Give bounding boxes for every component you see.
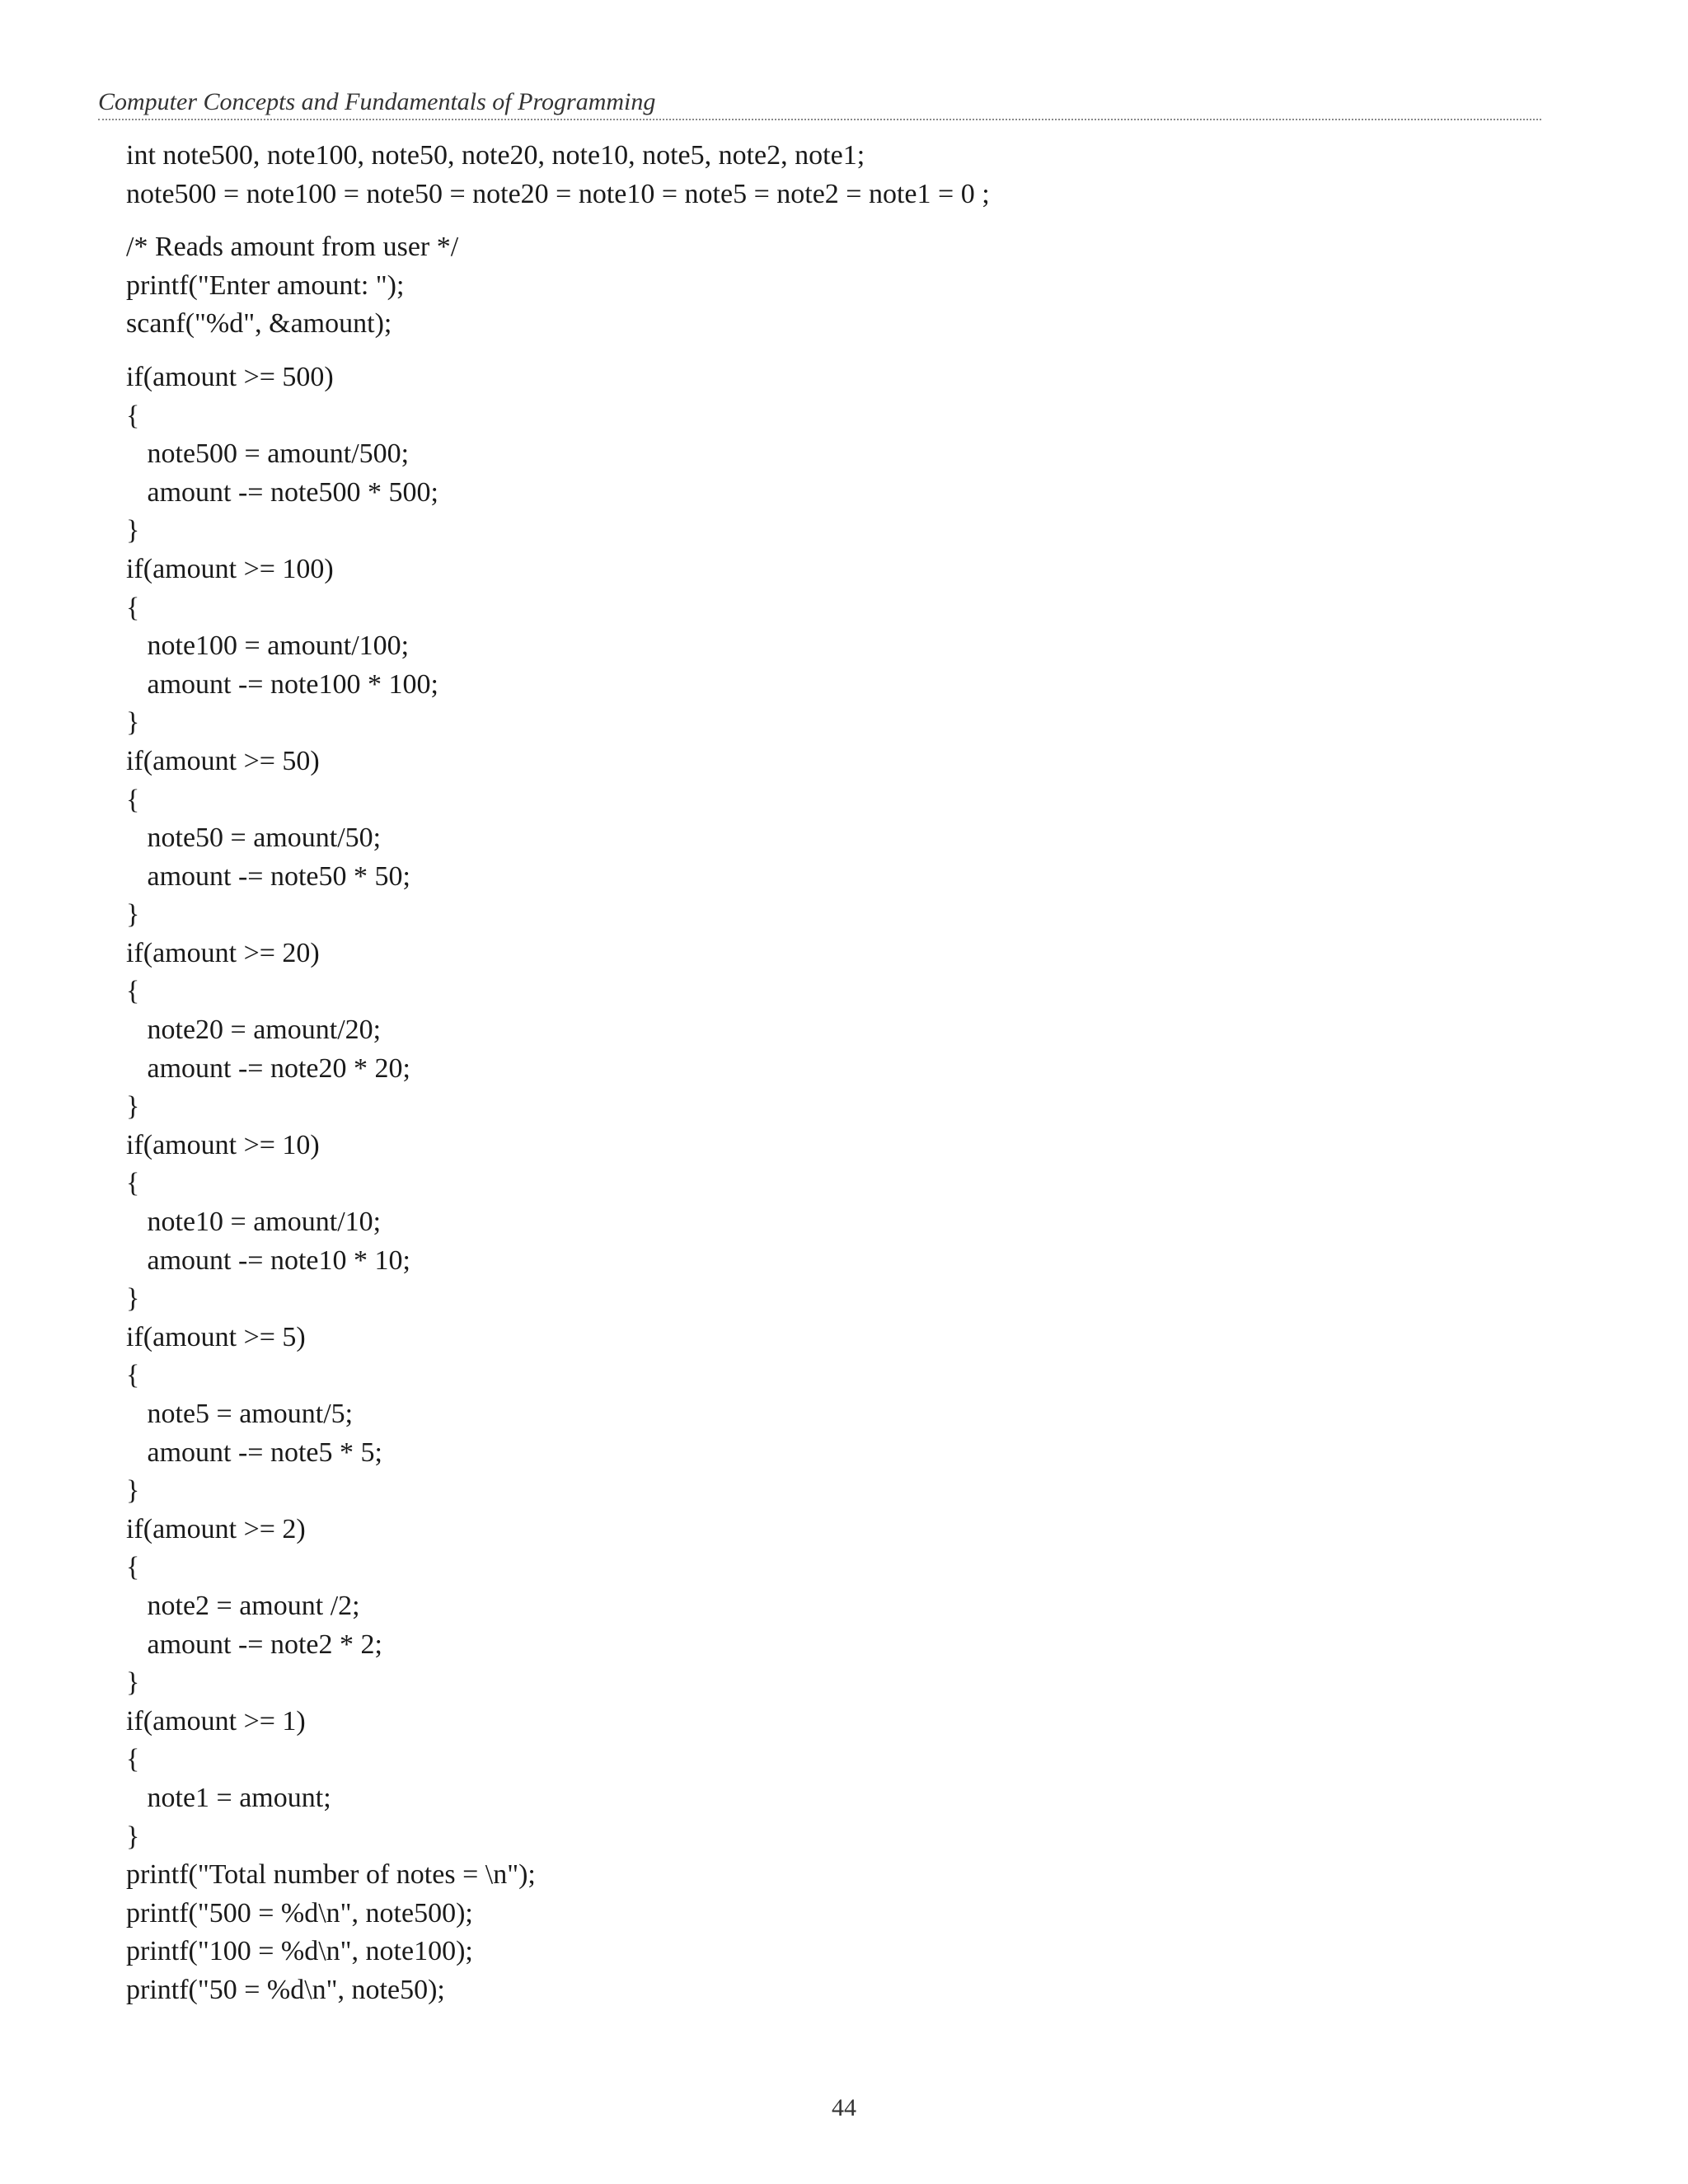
code-line: } bbox=[126, 1475, 140, 1507]
code-line: { bbox=[126, 400, 140, 431]
code-line: } bbox=[126, 1821, 140, 1852]
code-line: printf("500 = %d\n", note500); bbox=[126, 1897, 473, 1929]
code-line: amount -= note5 * 5; bbox=[126, 1436, 382, 1468]
code-line: note100 = amount/100; bbox=[126, 630, 410, 662]
code-line: note2 = amount /2; bbox=[126, 1590, 360, 1621]
code-line: note10 = amount/10; bbox=[126, 1207, 382, 1238]
code-line: printf("100 = %d\n", note100); bbox=[126, 1936, 473, 1967]
code-line: } bbox=[126, 1283, 140, 1315]
code-line: scanf("%d", &amount); bbox=[126, 308, 392, 340]
code-line: if(amount >= 2) bbox=[126, 1513, 306, 1544]
code-line: { bbox=[126, 784, 140, 815]
code-line: note20 = amount/20; bbox=[126, 1015, 382, 1046]
code-line: } bbox=[126, 1091, 140, 1122]
code-line: amount -= note20 * 20; bbox=[126, 1052, 410, 1084]
code-line: printf("Enter amount: "); bbox=[126, 269, 405, 301]
code-line: note1 = amount; bbox=[126, 1782, 331, 1813]
code-line: amount -= note2 * 2; bbox=[126, 1629, 382, 1660]
code-line: } bbox=[126, 899, 140, 930]
running-header bbox=[98, 82, 1541, 120]
code-line: note500 = amount/500; bbox=[126, 438, 410, 470]
code-line: amount -= note50 * 50; bbox=[126, 860, 410, 892]
code-line: if(amount >= 1) bbox=[126, 1705, 306, 1736]
code-line: note5 = amount/5; bbox=[126, 1399, 354, 1429]
code-line: { bbox=[126, 1552, 140, 1583]
code-line: if(amount >= 500) bbox=[126, 361, 334, 392]
header-title: Computer Concepts and Fundamentals of Programming bbox=[98, 88, 656, 115]
code-line: if(amount >= 50) bbox=[126, 745, 320, 776]
code-line: { bbox=[126, 592, 140, 623]
code-line: { bbox=[126, 1744, 140, 1775]
code-listing bbox=[126, 137, 1527, 2010]
code-line: } bbox=[126, 515, 140, 546]
code-line: note50 = amount/50; bbox=[126, 823, 382, 854]
code-line: amount -= note500 * 500; bbox=[126, 476, 438, 508]
code-line: /* Reads amount from user */ bbox=[126, 232, 459, 263]
code-line: amount -= note100 * 100; bbox=[126, 668, 438, 700]
code-line: { bbox=[126, 976, 140, 1007]
code-line: { bbox=[126, 1360, 140, 1391]
code-line: int note500, note100, note50, note20, note10, note5, note2, note1; bbox=[126, 140, 865, 171]
code-line: } bbox=[126, 1667, 140, 1699]
code-line: } bbox=[126, 707, 140, 738]
code-line: note500 = note100 = note50 = note20 = note10 = note5 = note2 = note1 = 0 ; bbox=[126, 178, 990, 209]
code-line: if(amount >= 20) bbox=[126, 937, 320, 968]
code-line: { bbox=[126, 1168, 140, 1199]
code-line: amount -= note10 * 10; bbox=[126, 1244, 410, 1276]
code-line: if(amount >= 10) bbox=[126, 1129, 320, 1160]
code-line: if(amount >= 5) bbox=[126, 1321, 306, 1352]
page-number: 44 bbox=[832, 2094, 856, 2121]
code-line: printf("Total number of notes = \n"); bbox=[126, 1859, 536, 1891]
code-line: printf("50 = %d\n", note50); bbox=[126, 1974, 445, 2005]
code-line: if(amount >= 100) bbox=[126, 553, 334, 584]
